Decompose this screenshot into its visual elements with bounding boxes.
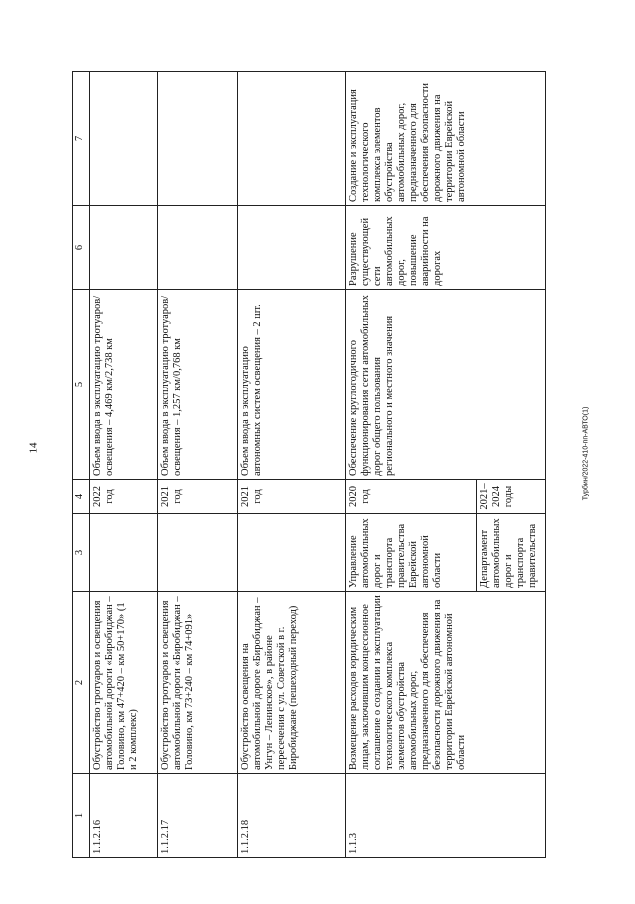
row-consequence: [238, 206, 346, 290]
row-number: 1.1.2.16: [90, 774, 158, 858]
row-consequence: Разрушение существующей сети автомобильных дорог, повышение аварийности на дорогах: [346, 206, 546, 290]
row-number: 1.1.2.17: [158, 774, 238, 858]
col-header-6: 6: [73, 206, 90, 290]
row-year: 2021 год: [238, 480, 346, 514]
row-name: Обустройство тротуаров и освещения автомобильной дороги «Биробиджан – Головино, км 73+240 – км 74+091»: [158, 592, 238, 774]
row-name: Обустройство тротуаров и освещения автомобильной дороги «Биробиджан – Головино, км 47+420 – км 50+170» (1 и 2 комплекс): [90, 592, 158, 774]
row-consequence: [158, 206, 238, 290]
table-row: [238, 72, 346, 858]
row-number: 1.1.2.18: [238, 774, 346, 858]
page-number: 14: [27, 442, 40, 454]
header-row: [73, 72, 90, 858]
table-row: [90, 72, 158, 858]
year-primary: 2020 год: [346, 480, 477, 513]
row-result: Обеспечение круглогодичного функционирования сети автомобильных дорог общего пользования регионального и местного значения: [346, 290, 546, 480]
col-header-4: 4: [73, 480, 90, 514]
row-link: Создание и эксплуатация технологического комплекса элементов обустройства автомобильных дорог, предназначенного для обеспечения безопасности дорожного движения на территории Еврейской автономной области: [346, 72, 546, 206]
executor-secondary: Департамент автомобильных дорог и транспорта правительства: [479, 518, 539, 588]
col-header-2: 2: [73, 592, 90, 774]
rotated-table-container: [72, 72, 546, 858]
col-header-3: 3: [73, 514, 90, 592]
row-link: [238, 72, 346, 206]
col-header-7: 7: [73, 72, 90, 206]
row-name: Возмещение расходов юридическим лицам, заключившим концессионное соглашение о создании и эксплуатации технологического комплекса элементов обустройства автомобильных дорог, предназначенного для обеспечения безопасности дорожного движения на территории Еврейской автономной области: [346, 592, 546, 774]
row-consequence: [90, 206, 158, 290]
row-year: [346, 480, 546, 514]
row-year: 2022 год: [90, 480, 158, 514]
year-secondary: 2021–2024 годы: [479, 483, 515, 510]
row-year: 2021 год: [158, 480, 238, 514]
row-executor: [346, 514, 546, 592]
row-result: Объем ввода в эксплуатацию тротуаров/освещения – 4,469 км/2,738 км: [90, 290, 158, 480]
col-header-1: 1: [73, 774, 90, 858]
executor-primary: Управление автомобильных дорог и транспорта правительства Еврейской автономной области: [346, 514, 477, 591]
program-table: [72, 71, 546, 858]
row-executor: [158, 514, 238, 592]
row-link: [90, 72, 158, 206]
row-result: Объем ввода в эксплуатацию тротуаров/освещения – 1,257 км/0,768 км: [158, 290, 238, 480]
row-link: [158, 72, 238, 206]
table-row: [158, 72, 238, 858]
table-row: [346, 72, 546, 858]
row-number: 1.1.3: [346, 774, 546, 858]
col-header-5: 5: [73, 290, 90, 480]
footer-code: Турбин/2022-410-пп-АВТО(1): [582, 406, 590, 501]
row-executor: [90, 514, 158, 592]
row-executor: [238, 514, 346, 592]
row-result: Объем ввода в эксплуатацию автономных систем освещения – 2 шт.: [238, 290, 346, 480]
row-name: Обустройство освещения на автомобильной дороге «Биробиджан – Унгун – Ленинское», в районе пересечения с ул. Советской в г. Биробиджане (пешеходный переход): [238, 592, 346, 774]
